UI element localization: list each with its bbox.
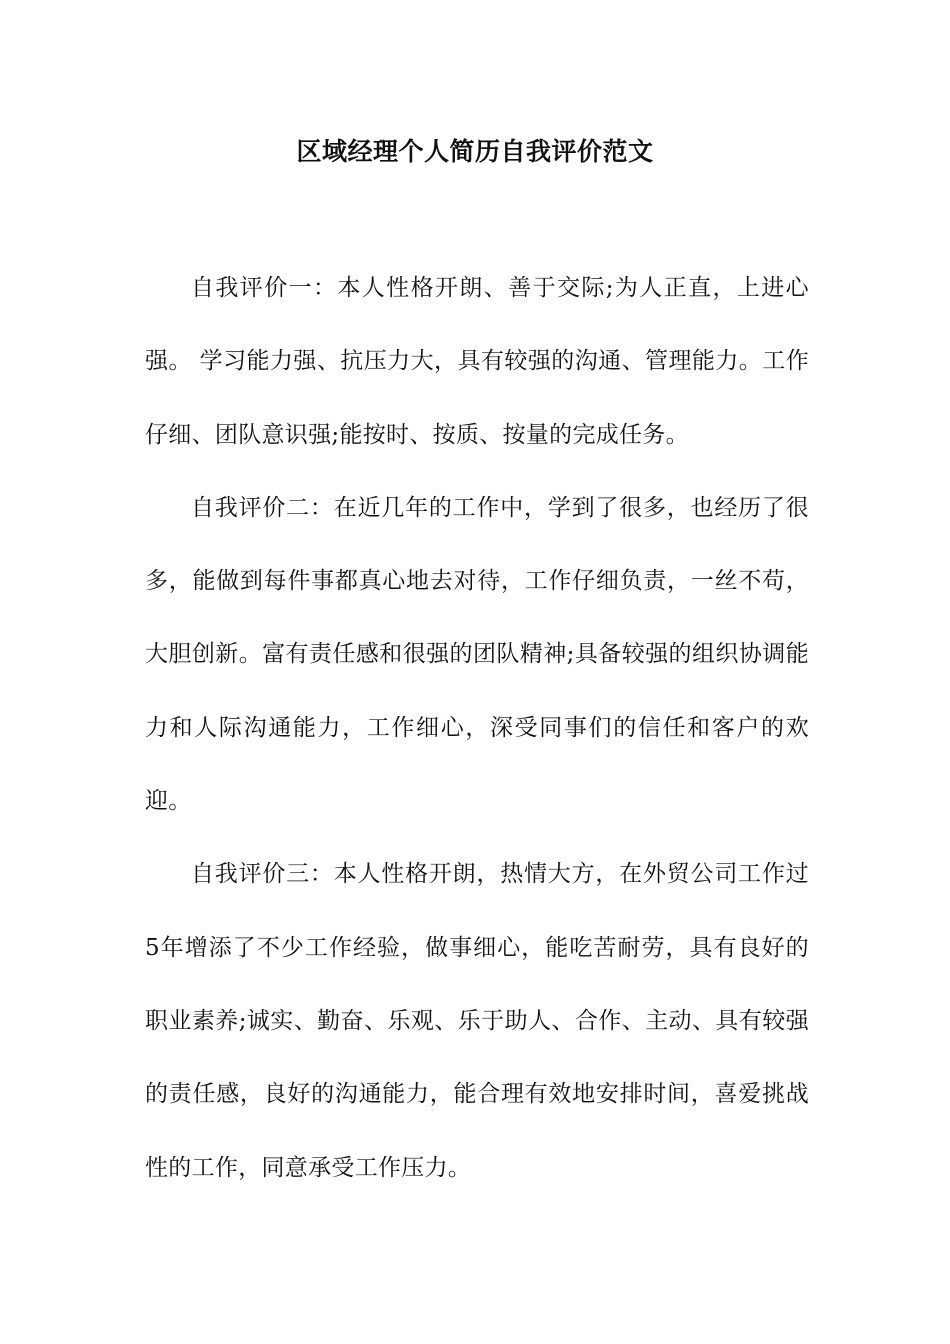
document-body [145, 252, 809, 1205]
paragraph-self-evaluation-1: 自我评价一：本人性格开朗、善于交际;为人正直，上进心强。 学习能力强、抗压力大，具有较强的沟通、管理能力。工作仔细、团队意识强;能按时、按质、按量的完成任务。 [145, 275, 809, 448]
paragraph-self-evaluation-3: 自我评价三：本人性格开朗，热情大方，在外贸公司工作过5年增添了不少工作经验，做事细心，能吃苦耐劳，具有良好的职业素养;诚实、勤奋、乐观、乐于助人、合作、主动、具有较强的责任感，良好的沟通能力，能合理有效地安排时间，喜爱挑战性的工作，同意承受工作压力。 [145, 861, 809, 1181]
document-title: 区域经理个人简历自我评价范文 [296, 137, 654, 166]
paragraph-self-evaluation-2: 自我评价二：在近几年的工作中，学到了很多，也经历了很多，能做到每件事都真心地去对待，工作仔细负责，一丝不苟，大胆创新。富有责任感和很强的团队精神;具备较强的组织协调能力和人际沟通能力，工作细心，深受同事们的信任和客户的欢迎。 [145, 494, 809, 815]
